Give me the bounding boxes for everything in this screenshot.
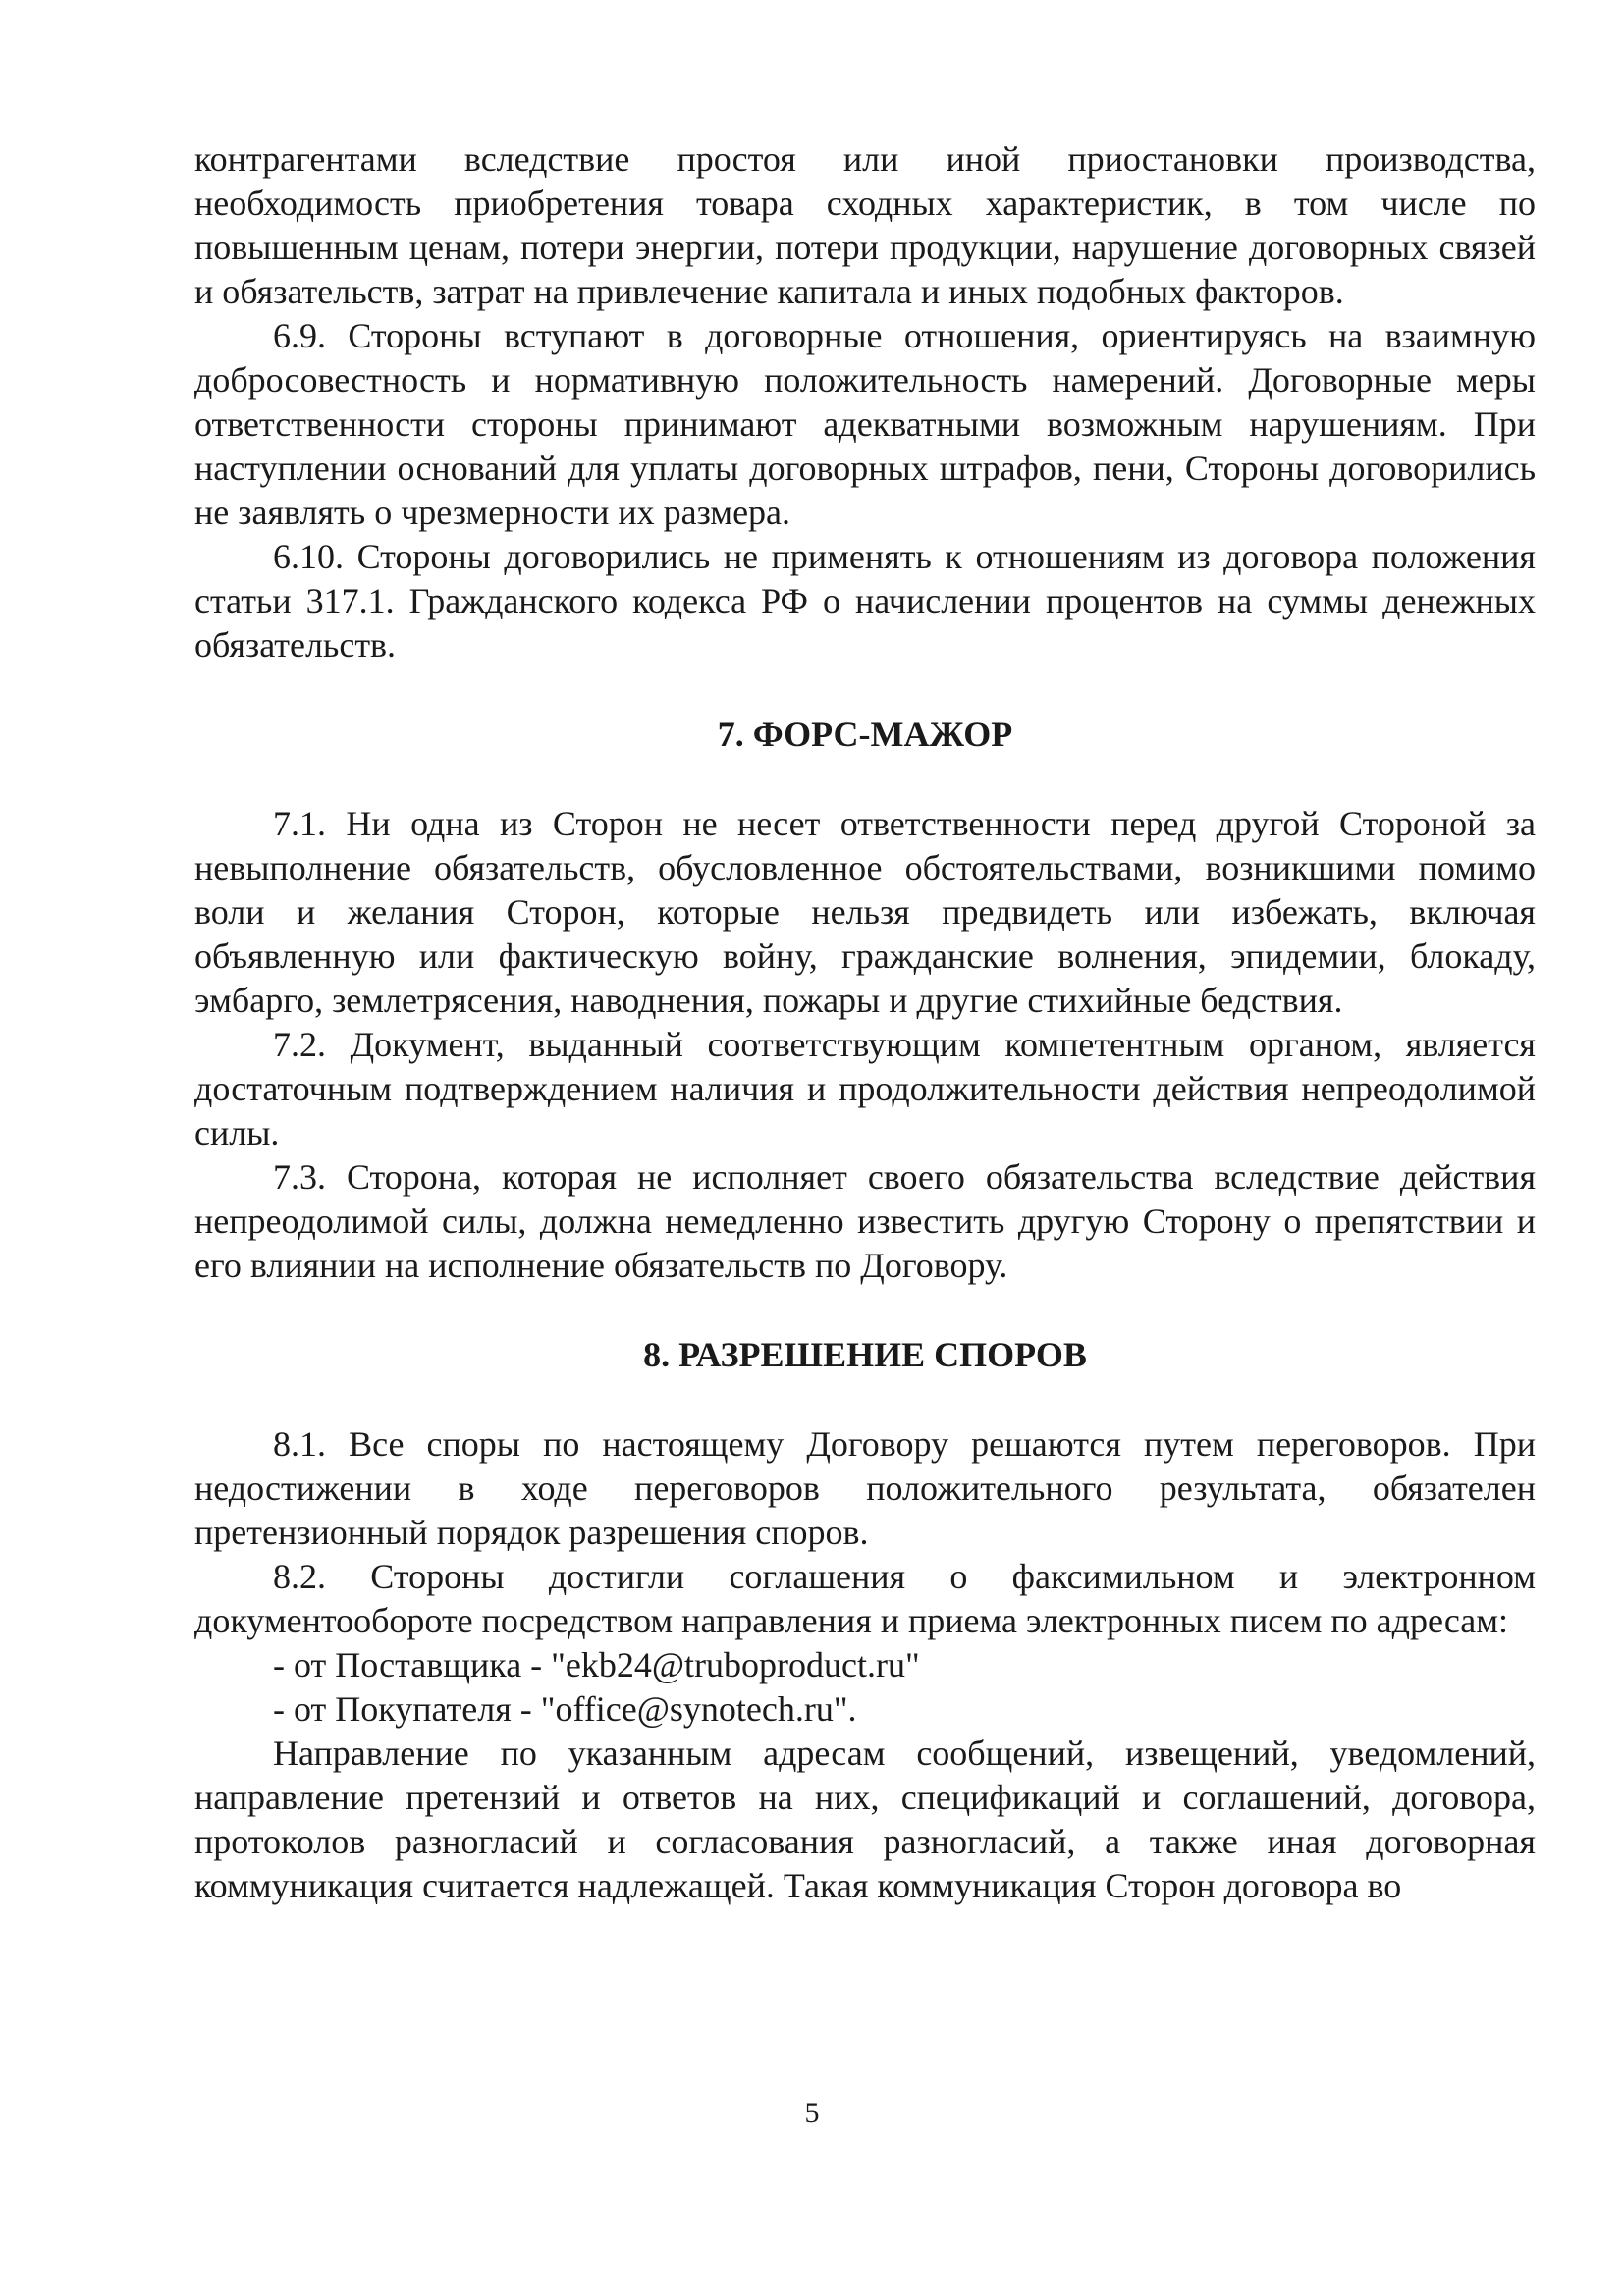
spacer <box>194 1377 1536 1422</box>
paragraph-8-2-communication: Направление по указанным адресам сообщений, извещений, уведомлений, направление претензий и ответов на них, спецификаций и соглашений, договора, протоколов разногласий и согласования разногласий, а также иная договорная коммуникация считается надлежащей. Такая коммуникация Сторон договора во <box>194 1734 1536 1905</box>
paragraph-8-2: 8.2. Стороны достигли соглашения о факсимильном и электронном документообороте посредством направления и приема электронных писем по адресам: <box>194 1557 1536 1640</box>
spacer <box>194 1288 1536 1333</box>
spacer <box>194 667 1536 713</box>
spacer <box>194 757 1536 802</box>
paragraph-7-3: 7.3. Сторона, которая не исполняет своего обязательства вследствие действия непреодолимой силы, должна немедленно известить другую Сторону о препятствии и его влиянии на исполнение обязательств по Договору. <box>194 1157 1536 1285</box>
paragraph-8-1: 8.1. Все споры по настоящему Договору решаются путем переговоров. При недостижении в ходе переговоров положительного результата, обязателен претензионный порядок разрешения споров. <box>194 1424 1536 1552</box>
paragraph-6-9: 6.9. Стороны вступают в договорные отношения, ориентируясь на взаимную добросовестность и нормативную положительность намерений. Договорные меры ответственности стороны принимают адекватными возможным нарушениям. При наступлении оснований для уплаты договорных штрафов, пени, Стороны договорились не заявлять о чрезмерности их размера. <box>194 316 1536 532</box>
paragraph-6-10: 6.10. Стороны договорились не применять к отношениям из договора положения статьи 317.1. Гражданского кодекса РФ о начислении процентов на суммы денежных обязательств. <box>194 537 1536 665</box>
page-number: 5 <box>804 2097 820 2129</box>
paragraph-7-1: 7.1. Ни одна из Сторон не несет ответственности перед другой Стороной за невыполнение обязательств, обусловленное обстоятельствами, возникшими помимо воли и желания Сторон, которые нельзя предвидеть или избежать, включая объявленную или фактическую войну, гражданские волнения, эпидемии, блокаду, эмбарго, землетрясения, наводнения, пожары и другие стихийные бедствия. <box>194 804 1536 1020</box>
section-heading-force-majeure: 7. ФОРС-МАЖОР <box>717 715 1013 754</box>
paragraph-continuation: контрагентами вследствие простоя или иной приостановки производства, необходимость приобретения товара сходных характеристик, в том числе по повышенным ценам, потери энергии, потери продукции, нарушение договорных связей и обязательств, затрат на привлечение капитала и иных подобных факторов. <box>194 139 1536 311</box>
email-supplier-line: - от Поставщика - "ekb24@truboproduct.ru" <box>273 1645 920 1684</box>
paragraph-7-2: 7.2. Документ, выданный соответствующим компетентным органом, является достаточным подтверждением наличия и продолжительности действия непреодолимой силы. <box>194 1025 1536 1152</box>
section-heading-dispute-resolution: 8. РАЗРЕШЕНИЕ СПОРОВ <box>643 1335 1087 1374</box>
email-buyer-line: - от Покупателя - "office@synotech.ru". <box>273 1689 857 1729</box>
document-page <box>194 137 1536 1908</box>
